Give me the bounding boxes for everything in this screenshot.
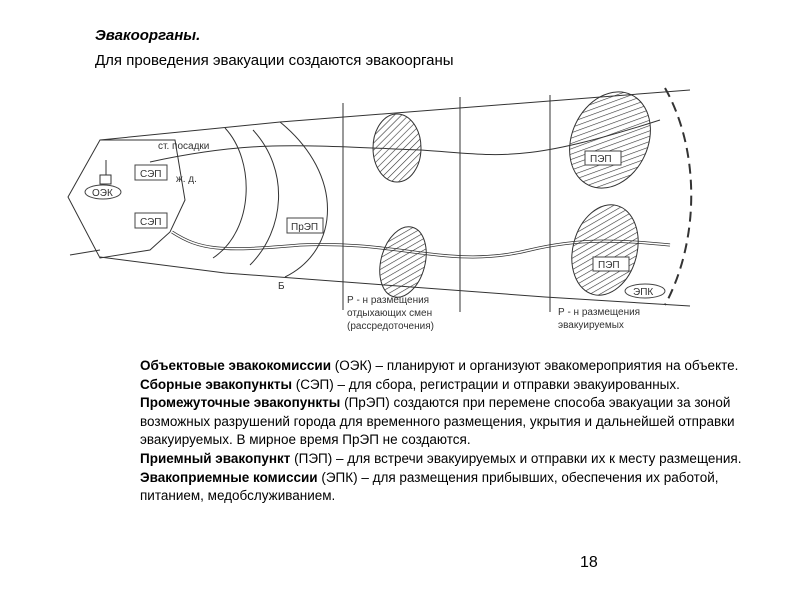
- definition-epk: Эвакоприемные комиссии (ЭПК) – для размещения прибывших, обеспечения их работой, питанием, медобслуживанием.: [140, 469, 719, 504]
- pep-label-1: ПЭП: [590, 154, 612, 165]
- zone1-line3: (рассредоточения): [347, 321, 434, 332]
- epk-label: ЭПК: [633, 287, 654, 298]
- boarding-station-label: ст. посадки: [158, 141, 210, 152]
- dispersal-area-2: [372, 222, 433, 303]
- definition-oek: Объектовые эвакокомиссии (ОЭК) – планируют и организуют эвакомероприятия на объекте.: [140, 358, 739, 373]
- definition-pep: Приемный эвакопункт (ПЭП) – для встречи эвакуируемых и отправки их к месту размещения.: [140, 450, 742, 466]
- reception-boundary: [665, 88, 691, 305]
- zone1-line2: отдыхающих смен: [347, 308, 433, 319]
- slide-subtitle: Для проведения эвакуации создаются эвакоорганы: [95, 52, 454, 69]
- definition-sep: Сборные эвакопункты (СЭП) – для сбора, регистрации и отправки эвакуированных.: [140, 376, 680, 392]
- zone-arc-3: [280, 122, 328, 277]
- definition-prep: Промежуточные эвакопункты (ПрЭП) создаются при перемене способа эвакуации за зоной возможных разрушений города для временного размещения, укрытия и дальнейшей отправки эвакуируемых. В мирное время ПрЭП не создаются.: [140, 395, 735, 448]
- sep-label-2: СЭП: [140, 217, 162, 228]
- definitions: [140, 357, 760, 506]
- zone2-line2: эвакуируемых: [558, 320, 624, 331]
- railway-label: ж. д.: [176, 174, 197, 185]
- dispersal-area-1: [373, 114, 421, 182]
- zone2-line1: Р - н размещения: [558, 307, 641, 318]
- city-hexagon: [68, 140, 185, 258]
- slide-title: Эвакоорганы.: [95, 27, 201, 44]
- prep-label: ПрЭП: [291, 222, 319, 233]
- page-number: 18: [580, 554, 598, 571]
- oek-label: ОЭК: [92, 188, 113, 199]
- reception-area-1: [554, 79, 665, 202]
- zone1-line1: Р - н размещения: [347, 295, 430, 306]
- sep-label-1: СЭП: [140, 169, 162, 180]
- boundary-b-label: Б: [278, 281, 285, 292]
- pep-label-2: ПЭП: [598, 260, 620, 271]
- zone-arc-2: [250, 130, 279, 265]
